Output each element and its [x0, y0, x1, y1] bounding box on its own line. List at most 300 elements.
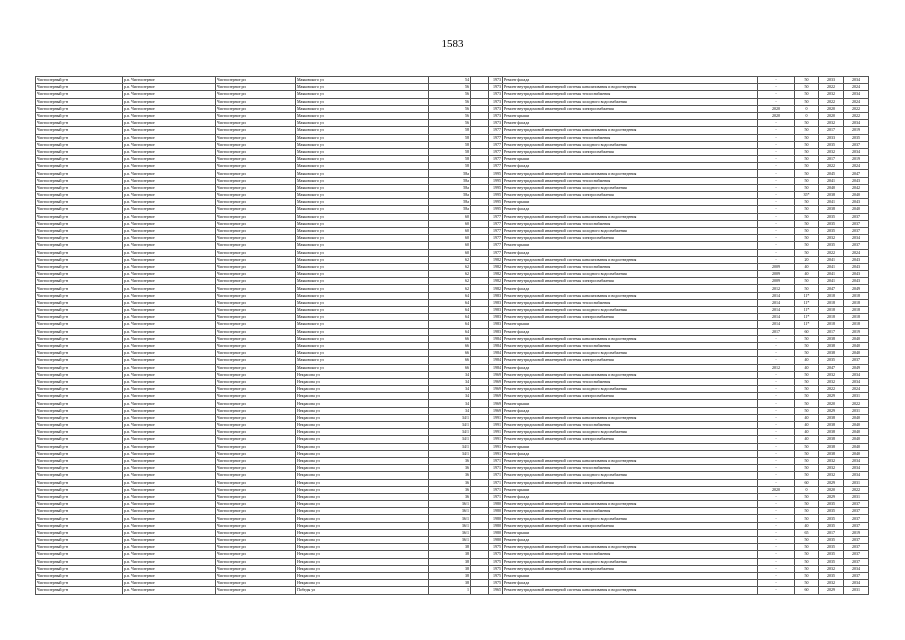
cell-house-number: 34/1	[429, 429, 471, 436]
cell-building	[471, 457, 489, 464]
cell-settlement: Чистоозерное рп	[216, 328, 296, 335]
cell-settlement: Чистоозерное рп	[216, 429, 296, 436]
cell-house-number: 66	[429, 357, 471, 364]
cell-work-type: Ремонт фасада	[503, 285, 758, 292]
cell-district: Чистоозерный р-н	[36, 98, 123, 105]
cell-house-number: 36	[429, 465, 471, 472]
cell-locality: р.п. Чистоозерное	[123, 443, 216, 450]
cell-settlement: Чистоозерное рп	[216, 551, 296, 558]
repair-schedule-table	[35, 76, 869, 595]
cell-year-built: 1977	[489, 213, 503, 220]
cell-plan-start-year: 2038	[819, 436, 844, 443]
cell-wear-percent: 50	[795, 98, 819, 105]
cell-work-type: Ремонт внутридомовой инженерной системы теплоснабжения	[503, 220, 758, 227]
cell-house-number: 62	[429, 285, 471, 292]
cell-district: Чистоозерный р-н	[36, 393, 123, 400]
cell-plan-end-year: 2034	[844, 235, 869, 242]
cell-settlement: Чистоозерное рп	[216, 558, 296, 565]
table-row	[36, 120, 869, 127]
cell-locality: р.п. Чистоозерное	[123, 371, 216, 378]
cell-district: Чистоозерный р-н	[36, 364, 123, 371]
cell-plan-end-year: 2037	[844, 551, 869, 558]
table-row	[36, 242, 869, 249]
cell-building	[471, 249, 489, 256]
cell-district: Чистоозерный р-н	[36, 77, 123, 84]
cell-settlement: Чистоозерное рп	[216, 242, 296, 249]
cell-plan-end-year: 2040	[844, 429, 869, 436]
cell-house-number: 64	[429, 314, 471, 321]
cell-plan-end-year: 2040	[844, 443, 869, 450]
cell-plan-end-year: 2037	[844, 357, 869, 364]
cell-year-built: 1991	[489, 450, 503, 457]
cell-locality: р.п. Чистоозерное	[123, 263, 216, 270]
cell-building	[471, 357, 489, 364]
cell-year-built: 1984	[489, 357, 503, 364]
cell-street: Маяковского ул	[296, 98, 429, 105]
cell-house-number: 36	[429, 486, 471, 493]
cell-plan-start-year: 2045	[819, 170, 844, 177]
cell-work-type: Ремонт внутридомовой инженерной системы электроснабжения	[503, 278, 758, 285]
cell-plan-start-year: 2035	[819, 508, 844, 515]
cell-work-type: Ремонт фасада	[503, 163, 758, 170]
table-row	[36, 299, 869, 306]
cell-plan-start-year: 2038	[819, 350, 844, 357]
table-row	[36, 443, 869, 450]
cell-year-built: 1975	[489, 558, 503, 565]
cell-wear-percent: 50	[795, 170, 819, 177]
cell-street: Некрасова ул	[296, 551, 429, 558]
cell-street: Некрасова ул	[296, 580, 429, 587]
cell-locality: р.п. Чистоозерное	[123, 450, 216, 457]
cell-building	[471, 508, 489, 515]
cell-settlement: Чистоозерное рп	[216, 263, 296, 270]
cell-district: Чистоозерный р-н	[36, 141, 123, 148]
cell-locality: р.п. Чистоозерное	[123, 98, 216, 105]
cell-last-repair-year: 2017	[758, 328, 795, 335]
cell-locality: р.п. Чистоозерное	[123, 493, 216, 500]
cell-year-built: 1977	[489, 249, 503, 256]
cell-street: Маяковского ул	[296, 242, 429, 249]
cell-plan-end-year: 2042	[844, 184, 869, 191]
cell-plan-start-year: 2022	[819, 386, 844, 393]
cell-last-repair-year: -	[758, 199, 795, 206]
cell-district: Чистоозерный р-н	[36, 177, 123, 184]
table-row	[36, 350, 869, 357]
table-row	[36, 271, 869, 278]
cell-year-built: 1982	[489, 278, 503, 285]
cell-building	[471, 565, 489, 572]
table-row	[36, 572, 869, 579]
cell-wear-percent: 11*	[795, 299, 819, 306]
cell-street: Маяковского ул	[296, 84, 429, 91]
cell-year-built: 1982	[489, 285, 503, 292]
cell-last-repair-year: -	[758, 537, 795, 544]
cell-settlement: Чистоозерное рп	[216, 163, 296, 170]
cell-district: Чистоозерный р-н	[36, 457, 123, 464]
table-row	[36, 364, 869, 371]
cell-district: Чистоозерный р-н	[36, 170, 123, 177]
cell-building	[471, 342, 489, 349]
cell-year-built: 1984	[489, 350, 503, 357]
cell-street: Некрасова ул	[296, 443, 429, 450]
cell-last-repair-year: -	[758, 177, 795, 184]
cell-work-type: Ремонт внутридомовой инженерной системы теплоснабжения	[503, 177, 758, 184]
cell-locality: р.п. Чистоозерное	[123, 457, 216, 464]
cell-work-type: Ремонт внутридомовой инженерной системы канализования и водоотведения	[503, 256, 758, 263]
cell-year-built: 1977	[489, 141, 503, 148]
cell-district: Чистоозерный р-н	[36, 386, 123, 393]
cell-plan-start-year: 2038	[819, 450, 844, 457]
cell-house-number: 38	[429, 558, 471, 565]
cell-district: Чистоозерный р-н	[36, 407, 123, 414]
table-row	[36, 386, 869, 393]
cell-locality: р.п. Чистоозерное	[123, 220, 216, 227]
cell-district: Чистоозерный р-н	[36, 486, 123, 493]
cell-last-repair-year: -	[758, 235, 795, 242]
cell-district: Чистоозерный р-н	[36, 422, 123, 429]
cell-house-number: 38	[429, 580, 471, 587]
table-row	[36, 112, 869, 119]
cell-work-type: Ремонт внутридомовой инженерной системы холодного водоснабжения	[503, 350, 758, 357]
cell-street: Некрасова ул	[296, 436, 429, 443]
cell-locality: р.п. Чистоозерное	[123, 364, 216, 371]
cell-last-repair-year: -	[758, 206, 795, 213]
cell-settlement: Чистоозерное рп	[216, 220, 296, 227]
cell-wear-percent: 50	[795, 551, 819, 558]
cell-street: Маяковского ул	[296, 177, 429, 184]
cell-plan-end-year: 2018	[844, 321, 869, 328]
cell-plan-end-year: 2034	[844, 371, 869, 378]
cell-wear-percent: 50	[795, 141, 819, 148]
cell-year-built: 1973	[489, 91, 503, 98]
cell-building	[471, 84, 489, 91]
table-row	[36, 529, 869, 536]
cell-building	[471, 486, 489, 493]
cell-settlement: Чистоозерное рп	[216, 357, 296, 364]
cell-year-built: 1983	[489, 307, 503, 314]
cell-wear-percent: 40	[795, 422, 819, 429]
cell-year-built: 1983	[489, 314, 503, 321]
cell-wear-percent: 50	[795, 77, 819, 84]
cell-work-type: Ремонт внутридомовой инженерной системы канализования и водоотведения	[503, 414, 758, 421]
cell-plan-end-year: 2043	[844, 256, 869, 263]
cell-last-repair-year: -	[758, 84, 795, 91]
cell-plan-end-year: 2019	[844, 156, 869, 163]
cell-wear-percent: 60	[795, 587, 819, 594]
cell-plan-end-year: 2034	[844, 91, 869, 98]
cell-last-repair-year: 2014	[758, 321, 795, 328]
cell-house-number: 36	[429, 493, 471, 500]
cell-plan-end-year: 2037	[844, 515, 869, 522]
cell-locality: р.п. Чистоозерное	[123, 242, 216, 249]
cell-district: Чистоозерный р-н	[36, 587, 123, 594]
cell-building	[471, 278, 489, 285]
cell-building	[471, 263, 489, 270]
cell-house-number: 34/1	[429, 450, 471, 457]
cell-street: Некрасова ул	[296, 529, 429, 536]
cell-settlement: Чистоозерное рп	[216, 350, 296, 357]
cell-district: Чистоозерный р-н	[36, 105, 123, 112]
cell-house-number: 62	[429, 256, 471, 263]
table-row	[36, 263, 869, 270]
cell-settlement: Чистоозерное рп	[216, 508, 296, 515]
cell-year-built: 1980	[489, 529, 503, 536]
cell-work-type: Ремонт внутридомовой инженерной системы канализования и водоотведения	[503, 457, 758, 464]
cell-settlement: Чистоозерное рп	[216, 112, 296, 119]
cell-house-number: 58	[429, 127, 471, 134]
table-body	[36, 77, 869, 595]
cell-district: Чистоозерный р-н	[36, 429, 123, 436]
cell-work-type: Ремонт внутридомовой инженерной системы холодного водоснабжения	[503, 98, 758, 105]
cell-locality: р.п. Чистоозерное	[123, 235, 216, 242]
cell-street: Маяковского ул	[296, 184, 429, 191]
cell-plan-start-year: 2018	[819, 321, 844, 328]
cell-building	[471, 472, 489, 479]
cell-settlement: Чистоозерное рп	[216, 84, 296, 91]
cell-work-type: Ремонт внутридомовой инженерной системы теплоснабжения	[503, 91, 758, 98]
cell-wear-percent: 50	[795, 572, 819, 579]
cell-house-number: 58а	[429, 192, 471, 199]
cell-district: Чистоозерный р-н	[36, 443, 123, 450]
cell-work-type: Ремонт крыши	[503, 572, 758, 579]
cell-last-repair-year: -	[758, 335, 795, 342]
cell-house-number: 66	[429, 342, 471, 349]
cell-settlement: Чистоозерное рп	[216, 292, 296, 299]
cell-plan-end-year: 2037	[844, 572, 869, 579]
cell-plan-start-year: 2032	[819, 457, 844, 464]
cell-street: Маяковского ул	[296, 213, 429, 220]
cell-year-built: 1971	[489, 486, 503, 493]
cell-locality: р.п. Чистоозерное	[123, 501, 216, 508]
cell-street: Маяковского ул	[296, 141, 429, 148]
cell-last-repair-year: -	[758, 77, 795, 84]
cell-settlement: Чистоозерное рп	[216, 134, 296, 141]
cell-last-repair-year: -	[758, 163, 795, 170]
table-row	[36, 357, 869, 364]
cell-year-built: 1983	[489, 321, 503, 328]
cell-building	[471, 450, 489, 457]
cell-settlement: Чистоозерное рп	[216, 285, 296, 292]
cell-plan-start-year: 2033	[819, 134, 844, 141]
cell-wear-percent: 40	[795, 357, 819, 364]
cell-plan-start-year: 2022	[819, 98, 844, 105]
cell-work-type: Ремонт внутридомовой инженерной системы электроснабжения	[503, 235, 758, 242]
cell-house-number: 36/1	[429, 537, 471, 544]
cell-district: Чистоозерный р-н	[36, 371, 123, 378]
cell-locality: р.п. Чистоозерное	[123, 227, 216, 234]
cell-plan-end-year: 2037	[844, 544, 869, 551]
cell-settlement: Чистоозерное рп	[216, 407, 296, 414]
cell-settlement: Чистоозерное рп	[216, 256, 296, 263]
cell-year-built: 1995	[489, 206, 503, 213]
cell-building	[471, 105, 489, 112]
cell-wear-percent: 50	[795, 227, 819, 234]
cell-district: Чистоозерный р-н	[36, 112, 123, 119]
table-row	[36, 278, 869, 285]
cell-district: Чистоозерный р-н	[36, 134, 123, 141]
cell-plan-start-year: 2017	[819, 127, 844, 134]
cell-plan-start-year: 2041	[819, 256, 844, 263]
cell-settlement: Чистоозерное рп	[216, 299, 296, 306]
cell-wear-percent: 40	[795, 271, 819, 278]
cell-locality: р.п. Чистоозерное	[123, 127, 216, 134]
cell-work-type: Ремонт крыши	[503, 156, 758, 163]
cell-street: Некрасова ул	[296, 457, 429, 464]
cell-settlement: Чистоозерное рп	[216, 479, 296, 486]
cell-building	[471, 199, 489, 206]
cell-last-repair-year: -	[758, 134, 795, 141]
cell-street: Маяковского ул	[296, 321, 429, 328]
cell-house-number: 58а	[429, 184, 471, 191]
cell-work-type: Ремонт внутридомовой инженерной системы канализования и водоотведения	[503, 127, 758, 134]
cell-house-number: 58а	[429, 177, 471, 184]
cell-plan-start-year: 2032	[819, 465, 844, 472]
cell-plan-start-year: 2032	[819, 378, 844, 385]
cell-settlement: Чистоозерное рп	[216, 472, 296, 479]
cell-plan-start-year: 2038	[819, 192, 844, 199]
cell-house-number: 62	[429, 278, 471, 285]
cell-plan-end-year: 2022	[844, 400, 869, 407]
cell-work-type: Ремонт внутридомовой инженерной системы канализования и водоотведения	[503, 84, 758, 91]
cell-year-built: 1991	[489, 436, 503, 443]
cell-year-built: 1975	[489, 551, 503, 558]
cell-house-number: 58	[429, 148, 471, 155]
table-row	[36, 515, 869, 522]
cell-work-type: Ремонт фасада	[503, 206, 758, 213]
cell-settlement: Чистоозерное рп	[216, 98, 296, 105]
cell-plan-end-year: 2018	[844, 292, 869, 299]
cell-house-number: 36/1	[429, 529, 471, 536]
cell-wear-percent: 50	[795, 465, 819, 472]
cell-work-type: Ремонт внутридомовой инженерной системы канализования и водоотведения	[503, 587, 758, 594]
cell-wear-percent: 11*	[795, 292, 819, 299]
cell-year-built: 1984	[489, 364, 503, 371]
table-row	[36, 465, 869, 472]
cell-plan-start-year: 2020	[819, 486, 844, 493]
cell-street: Некрасова ул	[296, 422, 429, 429]
cell-last-repair-year: -	[758, 256, 795, 263]
cell-house-number: 1	[429, 587, 471, 594]
table-row	[36, 508, 869, 515]
cell-settlement: Чистоозерное рп	[216, 120, 296, 127]
cell-building	[471, 443, 489, 450]
cell-house-number: 36/1	[429, 515, 471, 522]
cell-year-built: 1973	[489, 77, 503, 84]
cell-building	[471, 235, 489, 242]
cell-plan-start-year: 2038	[819, 443, 844, 450]
cell-last-repair-year: 2012	[758, 364, 795, 371]
cell-year-built: 1971	[489, 472, 503, 479]
cell-work-type: Ремонт фасада	[503, 537, 758, 544]
cell-settlement: Чистоозерное рп	[216, 249, 296, 256]
cell-wear-percent: 50	[795, 393, 819, 400]
cell-building	[471, 378, 489, 385]
cell-street: Маяковского ул	[296, 105, 429, 112]
cell-building	[471, 163, 489, 170]
cell-work-type: Ремонт внутридомовой инженерной системы электроснабжения	[503, 357, 758, 364]
table-row	[36, 457, 869, 464]
cell-last-repair-year: 2014	[758, 299, 795, 306]
cell-year-built: 1980	[489, 515, 503, 522]
table-row	[36, 84, 869, 91]
cell-district: Чистоозерный р-н	[36, 314, 123, 321]
cell-last-repair-year: 2009	[758, 271, 795, 278]
cell-plan-end-year: 2043	[844, 263, 869, 270]
cell-last-repair-year: -	[758, 342, 795, 349]
table-row	[36, 393, 869, 400]
cell-year-built: 1969	[489, 378, 503, 385]
cell-locality: р.п. Чистоозерное	[123, 292, 216, 299]
cell-building	[471, 242, 489, 249]
cell-plan-start-year: 2041	[819, 271, 844, 278]
cell-district: Чистоозерный р-н	[36, 127, 123, 134]
cell-plan-end-year: 2034	[844, 457, 869, 464]
cell-wear-percent: 50	[795, 220, 819, 227]
cell-last-repair-year: -	[758, 422, 795, 429]
cell-plan-start-year: 2035	[819, 551, 844, 558]
cell-locality: р.п. Чистоозерное	[123, 112, 216, 119]
cell-building	[471, 328, 489, 335]
cell-locality: р.п. Чистоозерное	[123, 285, 216, 292]
table-row	[36, 170, 869, 177]
cell-settlement: Чистоозерное рп	[216, 199, 296, 206]
cell-house-number: 64	[429, 292, 471, 299]
cell-wear-percent: 50	[795, 342, 819, 349]
cell-settlement: Чистоозерное рп	[216, 105, 296, 112]
table-row	[36, 501, 869, 508]
table-row	[36, 127, 869, 134]
cell-last-repair-year: -	[758, 508, 795, 515]
cell-street: Маяковского ул	[296, 292, 429, 299]
cell-district: Чистоозерный р-н	[36, 163, 123, 170]
cell-street: Маяковского ул	[296, 335, 429, 342]
cell-street: Некрасова ул	[296, 515, 429, 522]
cell-work-type: Ремонт внутридомовой инженерной системы теплоснабжения	[503, 422, 758, 429]
cell-work-type: Ремонт внутридомовой инженерной системы холодного водоснабжения	[503, 141, 758, 148]
cell-building	[471, 256, 489, 263]
cell-settlement: Чистоозерное рп	[216, 127, 296, 134]
cell-district: Чистоозерный р-н	[36, 572, 123, 579]
cell-building	[471, 227, 489, 234]
cell-house-number: 34/1	[429, 443, 471, 450]
table-row	[36, 163, 869, 170]
cell-plan-end-year: 2018	[844, 314, 869, 321]
cell-work-type: Ремонт фасада	[503, 77, 758, 84]
cell-plan-start-year: 2032	[819, 120, 844, 127]
cell-building	[471, 350, 489, 357]
cell-settlement: Чистоозерное рп	[216, 400, 296, 407]
cell-last-repair-year: 2009	[758, 263, 795, 270]
cell-plan-start-year: 2041	[819, 177, 844, 184]
cell-work-type: Ремонт крыши	[503, 242, 758, 249]
cell-locality: р.п. Чистоозерное	[123, 486, 216, 493]
cell-street: Маяковского ул	[296, 249, 429, 256]
cell-plan-end-year: 2034	[844, 472, 869, 479]
cell-district: Чистоозерный р-н	[36, 342, 123, 349]
cell-street: Некрасова ул	[296, 537, 429, 544]
cell-district: Чистоозерный р-н	[36, 299, 123, 306]
cell-plan-end-year: 2037	[844, 522, 869, 529]
cell-last-repair-year: -	[758, 429, 795, 436]
cell-last-repair-year: -	[758, 400, 795, 407]
cell-house-number: 66	[429, 364, 471, 371]
cell-locality: р.п. Чистоозерное	[123, 271, 216, 278]
cell-house-number: 64	[429, 328, 471, 335]
cell-district: Чистоозерный р-н	[36, 156, 123, 163]
cell-wear-percent: 50	[795, 580, 819, 587]
cell-locality: р.п. Чистоозерное	[123, 407, 216, 414]
table-row	[36, 105, 869, 112]
